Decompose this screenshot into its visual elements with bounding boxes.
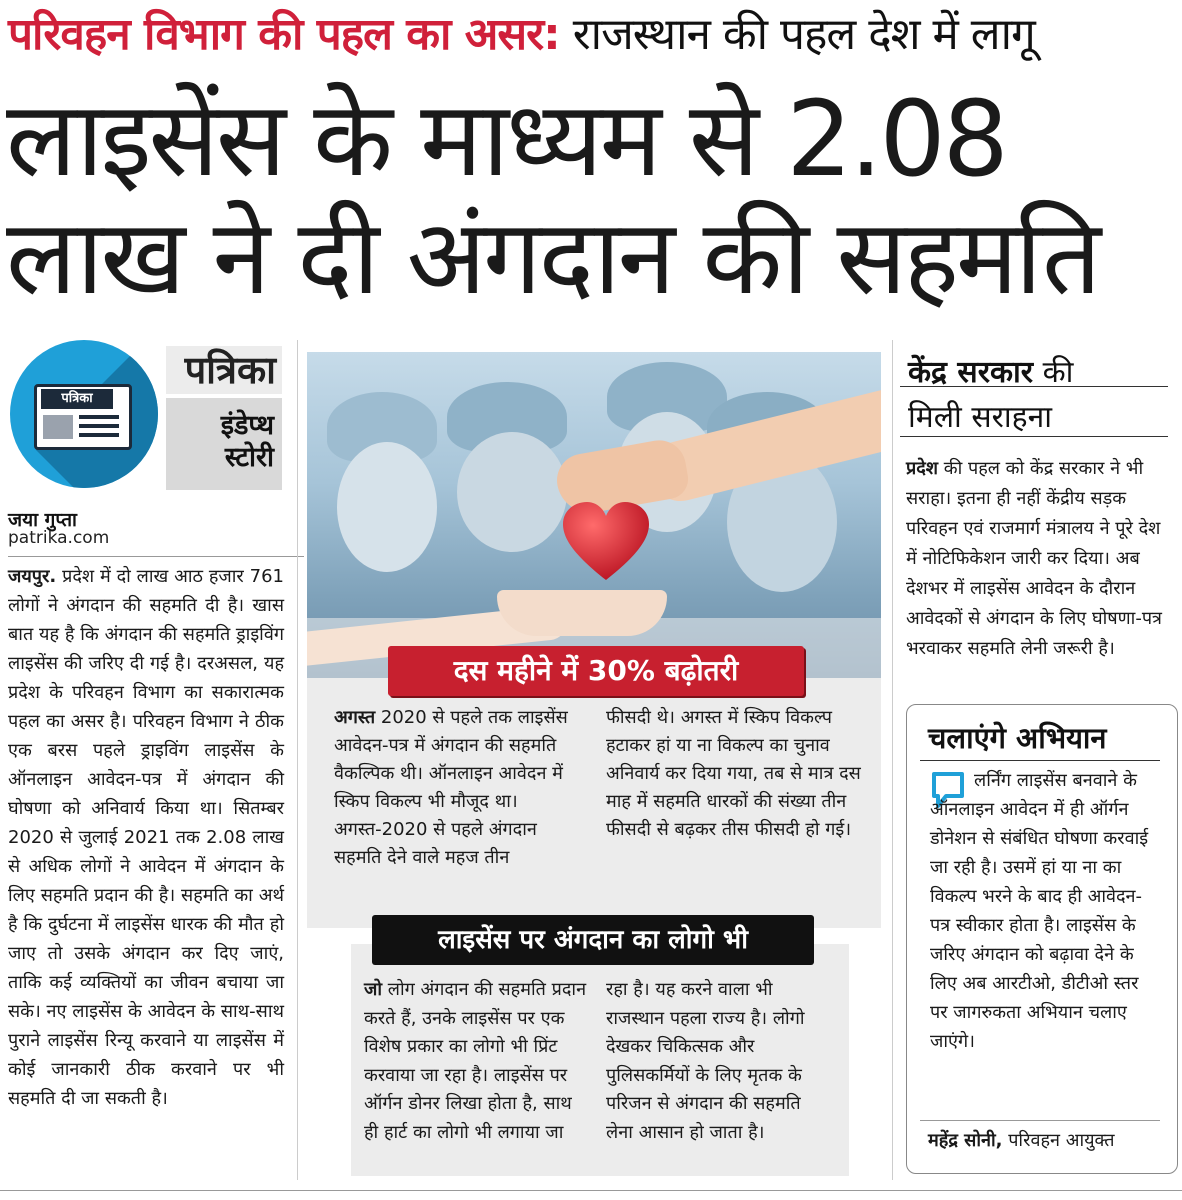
sidebar-body	[906, 454, 1172, 664]
headline-line-2: लाख ने दी अंगदान की सहमति	[6, 196, 1099, 318]
box-increase-left-column	[334, 704, 588, 872]
box-logo-lead: जो	[364, 979, 383, 1000]
sidebar-title	[908, 350, 1168, 440]
kicker-rest: राजस्थान की पहल देश में लागू	[559, 9, 1035, 60]
kicker-highlight: परिवहन विभाग की पहल का असर:	[8, 9, 560, 60]
sidebar-text: की पहल को केंद्र सरकार ने भी सराहा। इतना ही नहीं केंद्रीय सड़क परिवहन एवं राजमार्ग मंत्रालय ने पूरे देश में नोटिफिकेशन जारी कर दिया। अब देशभर में लाइसेंस आवेदन के दौरान आवेदकों से अंगदान के लिए घोषणा-पत्र भरवाकर सहमति लेनी जरूरी है।	[906, 458, 1162, 659]
newspaper-icon-label: पत्रिका	[41, 389, 113, 409]
quote-box-body: लर्निंग लाइसेंस बनवाने के ऑनलाइन आवेदन में ही ऑर्गन डोनेशन से संबंधित घोषणा करवाई जा रही है। उसमें हां या ना का विकल्प भरने के बाद ही आवेदन-पत्र स्वीकार होता है। लाइसेंस के जरिए अंगदान को बढ़ावा देने के लिए अब आरटीओ, डीटीओ स्तर पर जागरुकता अभियान चलाए जाएंगे।	[930, 770, 1149, 1052]
byline-divider	[8, 556, 304, 557]
headline-line-1: लाइसेंस के माध्यम से 2.08	[6, 78, 1006, 200]
left-article-text: प्रदेश में दो लाख आठ हजार 761 लोगों ने अंगदान की सहमति दी है। खास बात यह है कि अंगदान की सहमति ड्राइविंग लाइसेंस की जरिए दी गई है। दरअसल, यह प्रदेश के परिवहन विभाग का सकारात्मक पहल का असर है। परिवहन विभाग ने ठीक एक बरस पहले ड्राइविंग लाइसेंस के ऑनलाइन आवेदन-पत्र में अंगदान की घोषणा को अनिवार्य किया था। सितम्बर 2020 से जुलाई 2021 तक 2.08 लाख से अधिक लोगों ने आवेदन में अंगदान के लिए सहमति प्रदान की है। सहमति का अर्थ है कि दुर्घटना में लाइसेंस धारक की मौत हो जाए तो उसके अंगदान कर दिए जाएं, ताकि कई व्यक्तियों का जीवन बचाया जा सके। नए लाइसेंस के आवेदन के साथ-साथ पुराने लाइसेंस रिन्यू करवाने या लाइसेंस में कोई जानकारी ठीक करवाने पर भी सहमति दी जा सकती है।	[8, 566, 284, 1109]
quote-box-footer-rule	[920, 1120, 1160, 1121]
box-increase-left-text: 2020 से पहले तक लाइसेंस आवेदन-पत्र में अंगदान की सहमति वैकल्पिक थी। ऑनलाइन आवेदन में स्किप विकल्प भी मौजूद था। अगस्त-2020 से पहले अंगदान सहमति देने वाले महज तीन	[334, 707, 568, 868]
badge-label: पत्रिका	[166, 346, 282, 394]
box-increase-right-column: फीसदी थे। अगस्त में स्किप विकल्प हटाकर हां या ना विकल्प का चुनाव अनिवार्य कर दिया गया, तब से मात्र दस माह में सहमति धारकों की संख्या तीन फीसदी से बढ़कर तीस फीसदी हो गई।	[606, 707, 861, 840]
quote-box-title-rule	[920, 760, 1160, 761]
column-divider-right	[892, 340, 893, 1180]
box-logo-banner: लाइसेंस पर अंगदान का लोगो भी	[372, 915, 814, 965]
quote-speaker: महेंद्र सोनी,	[928, 1130, 1003, 1151]
sidebar-title-rest: की	[1033, 355, 1074, 390]
page-bottom-rule	[0, 1190, 1182, 1191]
box-logo-left-text: लोग अंगदान की सहमति प्रदान करते हैं, उनके लाइसेंस पर एक विशेष प्रकार का लोगो भी प्रिंट करवाया जा रहा है। लाइसेंस पर ऑर्गन डोनर लिखा होता है, साथ ही हार्ट का लोगो भी लगाया जा	[364, 979, 587, 1143]
quote-role: परिवहन आयुक्त	[1002, 1130, 1115, 1151]
sidebar-title-line-2: मिली सराहना	[908, 400, 1053, 435]
box-increase-lead: अगस्त	[334, 707, 376, 728]
quote-attribution	[928, 1128, 1114, 1152]
site-name: patrika.com	[8, 528, 110, 548]
left-article-body	[8, 562, 284, 1113]
dateline: जयपुर.	[8, 566, 57, 587]
kicker	[8, 4, 1178, 66]
badge-sublabel	[166, 398, 282, 490]
organ-donation-photo	[307, 352, 881, 678]
sidebar-lead: प्रदेश	[906, 458, 939, 479]
column-divider-left	[297, 340, 298, 1180]
box-logo-left-column	[364, 976, 588, 1147]
box-logo-right-column: रहा है। यह करने वाला भी राजस्थान पहला राज्य है। लोगो देखकर चिकित्सक और पुलिसकर्मियों के लिए मृतक के परिजन से अंगदान की सहमति लेना आसान हो जाता है।	[606, 979, 805, 1143]
quote-box-title: चलाएंगे अभियान	[928, 721, 1107, 755]
badge-sub-line-2: स्टोरी	[224, 442, 274, 473]
sidebar-title-bold: केंद्र सरकार	[908, 355, 1034, 390]
author-name: जया गुप्ता	[8, 509, 77, 531]
newspaper-icon	[34, 384, 132, 450]
heart-icon	[563, 502, 649, 582]
box-increase-banner: दस महीने में 30% बढ़ोतरी	[388, 646, 804, 696]
badge-sub-line-1: इंडेप्थ	[220, 410, 274, 441]
